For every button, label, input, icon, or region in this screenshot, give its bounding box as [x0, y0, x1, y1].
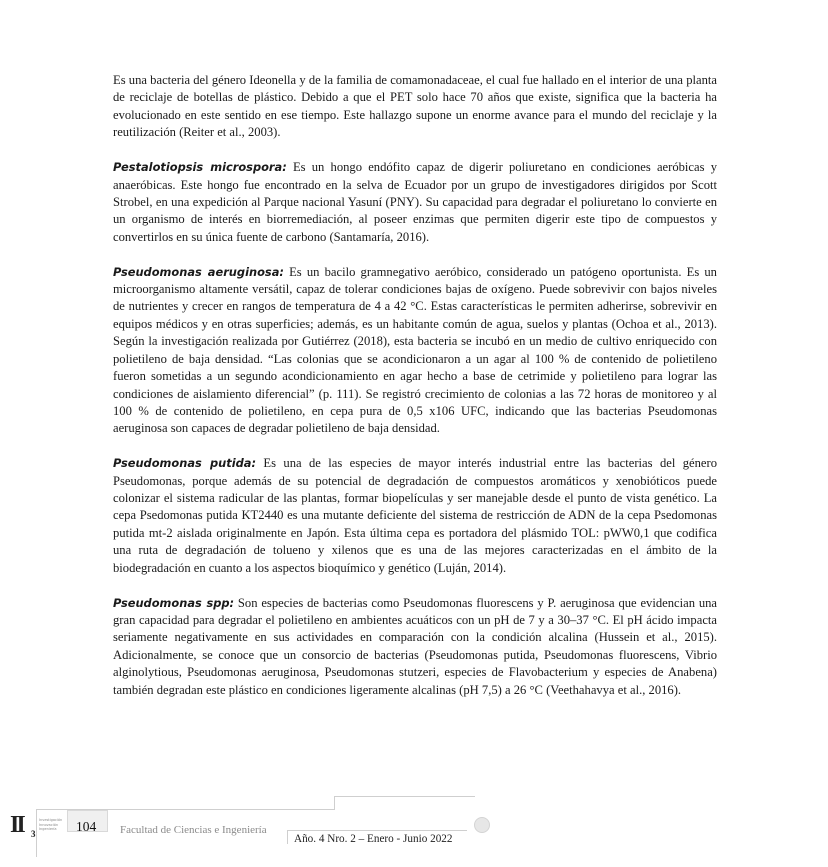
logo-letters: II [10, 812, 23, 838]
paragraph-text: Es un hongo endófito capaz de digerir poliuretano en condiciones aeróbicas y anaeróbicas. Este hongo fue encontrado en la selva de Ecuador por un grupo de investigadores dirigidos por Scott Strobel, en una expedición al Parque nacional Yasuní (PNY). Su capacidad para degradar el poliuretano lo convierte en un organismo de interés en biorremediación, al poseer enzimas que permiten digerir este tipo de compuestos y convertirlos en su única fuente de carbono (Santamaría, 2016). [113, 160, 717, 244]
logo-subscript: 3 [31, 829, 36, 839]
paragraph-pseudomonas-aeruginosa [113, 264, 717, 438]
faculty-name: Facultad de Ciencias e Ingeniería [120, 824, 267, 836]
paragraph-pestalotiopsis [113, 159, 717, 246]
paragraph-pseudomonas-spp [113, 595, 717, 699]
article-body [113, 72, 717, 717]
paragraph-lead: Pseudomonas spp: [113, 595, 235, 610]
paragraph-lead: Pseudomonas aeruginosa: [113, 264, 284, 279]
footer-rule [334, 796, 335, 810]
paragraph-text: Es una de las especies de mayor interés industrial entre las bacterias del género Pseudomonas, porque además de su potencial de degradación de compuestos aromáticos y xenobióticos puede colonizar el sistema radicular de las plantas, formar biopelículas y ser manejable desde el punto de vista genético. La cepa Psedomonas putida KT2440 es una mutante deficiente del sistema de restricción de ADN de la cepa Psedomonas putida mt-2 aislada originalmente en Japón. Esta última cepa es portadora del plásmido TOL: pWW0,1 que codifica una ruta de degradación de tolueno y xilenos que es una de las mejores caracterizadas en el ámbito de la biodegradación en cuanto a los aspectos bioquímico y genético (Luján, 2014). [113, 456, 717, 575]
footer-rule [287, 830, 288, 844]
footer-rule [334, 796, 475, 797]
paragraph-pseudomonas-putida [113, 455, 717, 577]
paragraph-lead: Pestalotiopsis microspora: [113, 160, 287, 175]
page-number: 104 [76, 819, 97, 834]
paragraph-ideonella [113, 72, 717, 142]
logo-tagline: Investigación Innovación Ingeniería [39, 818, 63, 831]
paragraph-text: Es un bacilo gramnegativo aeróbico, considerado un patógeno oportunista. Es un microorganismo altamente versátil, capaz de tolerar condiciones bajas de oxígeno. Puede sobrevivir con bajos niveles de nutrientes y crecer en rangos de temperatura de 4 a 42 °C. Estas características le permiten adherirse, sobrevivir en equipos médicos y en otras superficies; además, es un habitante común de agua, suelos y plantas (Ochoa et al., 2013). Según la investigación realizada por Gutiérrez (2018), esta bacteria se incubó en un medio de cultivo enriquecido con polietileno de baja densidad. “Las colonias que se acondicionaron a un agar al 100 % de contenido de polietileno fueron sometidas a un segundo acondicionamiento en agar hecho a base de cetrimide y polietileno para lograr las condiciones de aislamiento diferencial” (p. 111). Se registró crecimiento de colonias a las 72 horas de monitoreo y al 100 % de contenido de polietileno, en cepa pura de 0,5 x106 UFC, indicando que las bacterias Pseudomonas aeruginosa son capaces de degradar polietileno de baja densidad. [113, 264, 717, 436]
footer-rule [287, 830, 467, 831]
page-footer [0, 796, 828, 867]
paragraph-lead: Pseudomonas putida: [113, 456, 257, 471]
paragraph-text: Es una bacteria del género Ideonella y de la familia de comamonadaceae, el cual fue hallado en el interior de una planta de reciclaje de botellas de plástico. Debido a que el PET solo hace 70 años que existe, significa que la bacteria ha evolucionado en este sentido en ese tiempo. Este hallazgo supone un enorme avance para el mundo del reciclaje y la reutilización (Reiter et al., 2003). [113, 73, 717, 140]
journal-logo [10, 813, 74, 841]
footer-dot [474, 817, 490, 833]
issue-info: Año. 4 Nro. 2 – Enero - Junio 2022 [294, 833, 453, 845]
paragraph-text: Son especies de bacterias como Pseudomonas fluorescens y P. aeruginosa que evidencian una gran capacidad para degradar el polietileno en ambientes acuáticos con un pH de 7 y a 30–37 °C. El pH ácido impacta seriamente negativamente en sus actividades en comparación con la condición alcalina (Hussein et al., 2015). Adicionalmente, se conoce que un consorcio de bacterias (Pseudomonas putida, Pseudomonas fluorescens, Vibrio alginolytious, Pseudomonas aeruginosa, Pseudomonas stutzeri, especies de Flavobacterium y especies de Anabena) también degradan este plástico en condiciones ligeramente alcalinas (pH 7,5) a 26 °C (Veethahavya et al., 2016). [113, 595, 717, 697]
